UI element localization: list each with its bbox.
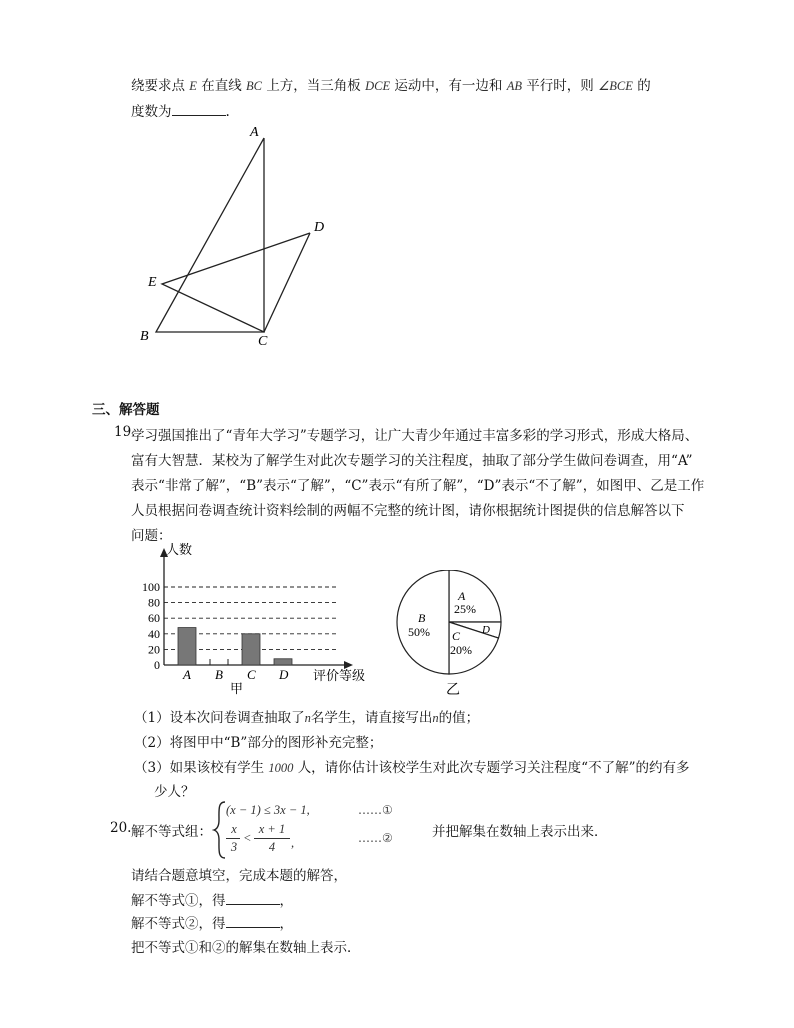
answer-blank-1 xyxy=(226,892,280,905)
inequality-2-mark: ……② xyxy=(358,831,393,845)
bar-d xyxy=(274,659,292,665)
label-a: A xyxy=(250,125,259,140)
pie-chart-yi xyxy=(394,570,504,700)
y-axis-label: 人数 xyxy=(166,542,193,557)
bar-a xyxy=(178,628,196,665)
pie-label-a: A xyxy=(458,589,466,603)
q19-line-4: 人员根据问卷调查统计资料绘制的两幅不完整的统计图，请你根据统计图提供的信息解答以下 xyxy=(131,503,685,519)
frac1-num: x xyxy=(231,822,237,836)
q19-line-2: 富有大智慧．某校为了解学生对此次专题学习的关注程度，抽取了部分学生做问卷调查，用“A” xyxy=(131,453,693,469)
q19-line-3: 表示“非常了解”，“B”表示“了解”，“C”表示“有所了解”，“D”表示“不了解”，如图甲、乙是工作 xyxy=(131,478,705,494)
x-tick-label: C xyxy=(247,667,256,682)
q19-line-5: 问题： xyxy=(131,528,172,544)
q19-line-1: 学习强国推出了“青年大学习”专题学习，让广大青少年通过丰富多彩的学习形式，形成大格局、 xyxy=(131,428,699,444)
q19-sub1: （1）设本次问卷调查抽取了n名学生，请直接写出n的值； xyxy=(134,710,480,726)
frac1-bar xyxy=(226,838,240,839)
pie-pct-a: 25% xyxy=(454,602,476,616)
section-title: 三、解答题 xyxy=(92,402,160,418)
q19-sub3: （3）如果该校有学生 1000 人，请你估计该校学生对此次专题学习关注程度“不了解”的约有多 xyxy=(134,760,690,776)
chart-title-yi: 乙 xyxy=(446,683,460,698)
triangle-figure xyxy=(130,120,340,350)
q20-number: 20. xyxy=(110,820,132,836)
frac1-den: 3 xyxy=(230,840,238,854)
x-tick-label: D xyxy=(279,667,289,682)
chart-title-jia: 甲 xyxy=(230,681,244,696)
y-tick-label: 100 xyxy=(142,580,160,594)
x-tick-label: A xyxy=(183,667,191,682)
label-b: B xyxy=(140,329,149,344)
q20-line3: 解不等式②，得 ， xyxy=(131,916,293,932)
q20-line2: 解不等式①，得 ， xyxy=(131,893,293,909)
q19-sub2: （2）将图甲中“B”部分的图形补充完整； xyxy=(134,735,383,751)
q20-line4: 把不等式①和②的解集在数轴上表示． xyxy=(131,940,361,956)
pie-pct-c: 20% xyxy=(450,643,472,657)
q18-line1: 绕要求点 E 在直线 BC 上方，当三角板 DCE 运动中，有一边和 AB 平行时，则 ∠BCE 的 xyxy=(131,78,651,94)
y-tick-label: 20 xyxy=(148,642,160,657)
label-d: D xyxy=(314,220,325,235)
frac2-bar xyxy=(254,838,290,839)
pie-label-b: B xyxy=(418,611,426,625)
q20-tail: 并把解集在数轴上表示出来． xyxy=(432,824,608,840)
q19-sub3-cont: 少人？ xyxy=(154,784,195,800)
bar-chart-jia xyxy=(128,540,378,702)
x-tick-label: B xyxy=(215,667,223,682)
frac-comma: , xyxy=(291,836,295,850)
y-tick-label: 80 xyxy=(148,595,160,610)
pie-label-c: C xyxy=(452,629,461,643)
label-e: E xyxy=(148,275,157,290)
y-tick-label: 60 xyxy=(148,611,160,626)
frac2-den: 4 xyxy=(268,840,276,854)
q20-line1: 请结合题意填空，完成本题的解答， xyxy=(131,868,347,884)
q20-intro: 解不等式组： xyxy=(131,824,212,840)
triangle-abc xyxy=(156,138,264,332)
q18-line2: 度数为 . xyxy=(131,104,230,120)
label-c: C xyxy=(258,334,268,349)
pie-label-d: D xyxy=(482,624,490,636)
x-axis-label: 评价等级 xyxy=(313,668,366,683)
less-than: < xyxy=(243,831,252,845)
answer-blank xyxy=(172,103,226,116)
answer-blank-2 xyxy=(226,915,280,928)
bar-c xyxy=(242,634,260,665)
inequality-1-mark: ……① xyxy=(358,803,393,817)
y-tick-label: 40 xyxy=(148,626,160,641)
inequality-1: (x − 1) ≤ 3x − 1, xyxy=(226,803,310,817)
frac2-num: x + 1 xyxy=(258,822,286,836)
y-tick-label: 0 xyxy=(154,658,160,672)
pie-pct-b: 50% xyxy=(408,625,430,639)
q19-number: 19. xyxy=(114,424,136,440)
